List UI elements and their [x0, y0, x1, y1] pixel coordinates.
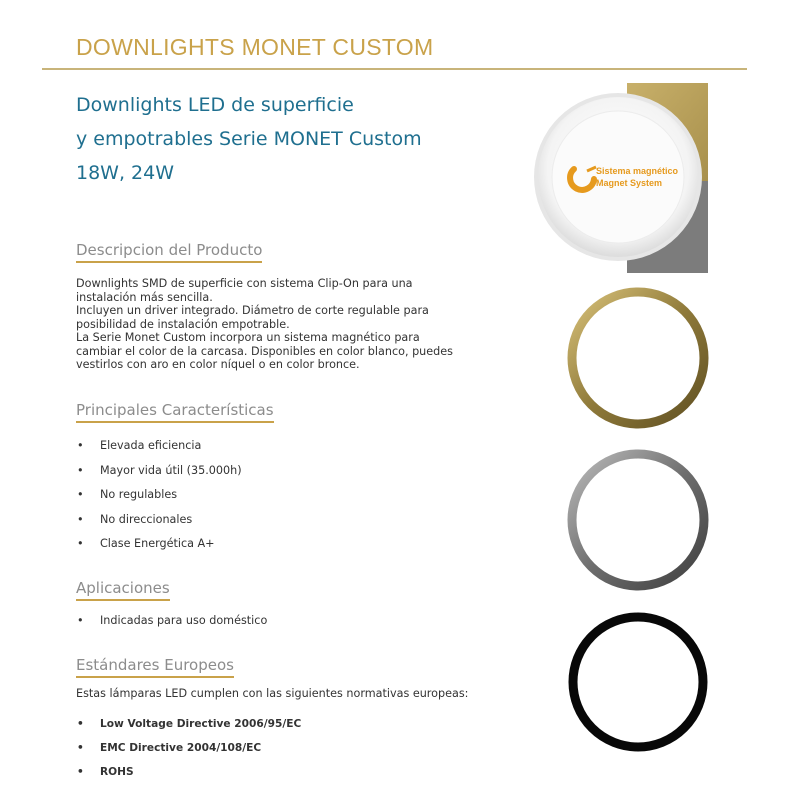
section-estandares	[76, 655, 234, 678]
subtitle-line-1: Downlights LED de superficie	[76, 94, 354, 116]
list-item: • Mayor vida útil (35.000h)	[77, 463, 242, 477]
section-aplicaciones	[76, 578, 170, 601]
estandares-list	[76, 712, 301, 784]
list-item: • No direccionales	[77, 512, 193, 526]
descripcion-text	[76, 277, 453, 372]
section-descripcion	[76, 240, 262, 263]
list-item: • Elevada eficiencia	[77, 439, 202, 452]
downlight-product-image	[532, 83, 708, 273]
caracteristicas-list	[76, 434, 242, 557]
black-ring-icon	[564, 608, 712, 756]
section-heading-estandares: Estándares Europeos	[76, 656, 234, 678]
estandares-intro: Estas lámparas LED cumplen con las siguientes normativas europeas:	[76, 687, 469, 700]
nickel-ring-icon	[564, 446, 712, 594]
subtitle-line-3: 18W, 24W	[76, 162, 175, 184]
title-divider	[42, 68, 747, 70]
subtitle-line-2: y empotrables Serie MONET Custom	[76, 128, 422, 150]
list-item: • No regulables	[77, 488, 178, 501]
section-heading-aplicaciones: Aplicaciones	[76, 579, 170, 601]
desc-line: posibilidad de instalación empotrable.	[76, 317, 290, 331]
aplicaciones-list	[76, 612, 267, 630]
list-item: • ROHS	[77, 766, 134, 778]
product-subtitle	[76, 88, 422, 190]
desc-line: instalación más sencilla.	[76, 290, 213, 304]
desc-line: cambiar el color de la carcasa. Disponibles en color blanco, puedes	[76, 344, 453, 358]
bronze-ring-icon	[564, 284, 712, 432]
section-caracteristicas	[76, 400, 274, 423]
desc-line: La Serie Monet Custom incorpora un sistema magnético para	[76, 331, 420, 344]
section-heading-caracteristicas: Principales Características	[76, 401, 274, 423]
desc-line: Downlights SMD de superficie con sistema Clip-On para una	[76, 277, 413, 290]
list-item: • EMC Directive 2004/108/EC	[77, 742, 262, 754]
badge-line-1: Sistema magnético	[596, 166, 679, 176]
desc-line: Incluyen un driver integrado. Diámetro de corte regulable para	[76, 304, 429, 317]
list-item: • Indicadas para uso doméstico	[77, 614, 268, 627]
list-item: • Clase Energética A+	[77, 537, 215, 550]
list-item: • Low Voltage Directive 2006/95/EC	[77, 718, 302, 730]
page-title: DOWNLIGHTS MONET CUSTOM	[76, 34, 434, 60]
badge-line-2: Magnet System	[596, 178, 663, 188]
section-heading-descripcion: Descripcion del Producto	[76, 241, 262, 263]
desc-line: vestirlos con aro en color níquel o en color bronce.	[76, 358, 360, 371]
